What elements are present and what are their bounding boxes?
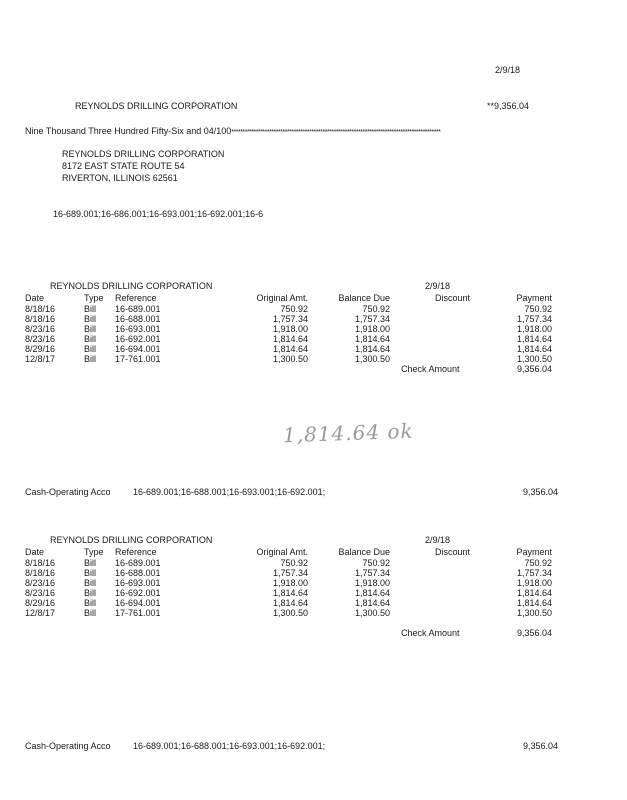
account-name: Cash-Operating Acco [25,487,111,497]
row-original-amt: 1,814.64 [272,344,308,354]
row-balance-due: 1,814.64 [354,588,390,598]
col-payment: Payment [516,547,552,557]
check-amount-value: 9,356.04 [516,628,552,638]
col-original-amt: Original Amt. [256,547,308,557]
account-amount: 9,356.04 [522,487,558,497]
row-reference: 16-694.001 [115,344,161,354]
table-row [0,609,627,620]
row-date: 8/23/16 [25,588,56,598]
row-original-amt: 1,918.00 [272,578,308,588]
row-balance-due: 750.92 [362,304,390,314]
row-payment: 750.92 [524,558,552,568]
row-balance-due: 1,300.50 [354,608,390,618]
row-type: Bill [84,588,97,598]
row-reference: 16-692.001 [115,334,161,344]
check-amount-label: Check Amount [401,628,460,638]
row-original-amt: 1,814.64 [272,598,308,608]
col-discount: Discount [434,293,470,303]
row-reference: 16-694.001 [115,598,161,608]
row-date: 8/23/16 [25,334,56,344]
row-type: Bill [84,558,97,568]
check-amount-row [0,365,627,376]
row-balance-due: 1,757.34 [354,314,390,324]
row-reference: 16-689.001 [115,304,161,314]
row-date: 8/18/16 [25,314,56,324]
row-balance-due: 1,814.64 [354,344,390,354]
row-payment: 1,918.00 [516,324,552,334]
address-line-1: REYNOLDS DRILLING CORPORATION [62,149,225,159]
row-date: 8/29/16 [25,598,56,608]
check-amount: **9,356.04 [487,101,530,111]
handwritten-note: 1,814.64 ok [282,418,414,448]
row-original-amt: 1,814.64 [272,334,308,344]
account-refs: 16-689.001;16-688.001;16-693.001;16-692.001; [133,741,326,751]
row-payment: 750.92 [524,304,552,314]
row-type: Bill [84,578,97,588]
amount-in-words: Nine Thousand Three Hundred Fifty-Six and 04/100 [25,127,232,136]
row-payment: 1,757.34 [516,314,552,324]
row-date: 8/23/16 [25,324,56,334]
row-original-amt: 1,300.50 [272,608,308,618]
row-balance-due: 750.92 [362,558,390,568]
row-date: 8/18/16 [25,304,56,314]
row-reference: 16-693.001 [115,578,161,588]
row-type: Bill [84,598,97,608]
row-payment: 1,300.50 [516,608,552,618]
row-balance-due: 1,918.00 [354,324,390,334]
col-type: Type [84,547,104,557]
stub-date: 2/9/18 [425,535,451,545]
row-balance-due: 1,757.34 [354,568,390,578]
row-reference: 16-688.001 [115,568,161,578]
row-type: Bill [84,608,97,618]
row-reference: 16-692.001 [115,588,161,598]
row-payment: 1,814.64 [516,588,552,598]
col-discount: Discount [434,547,470,557]
row-type: Bill [84,314,97,324]
row-payment: 1,814.64 [516,598,552,608]
stub-company: REYNOLDS DRILLING CORPORATION [50,281,213,291]
row-type: Bill [84,334,97,344]
row-payment: 1,814.64 [516,334,552,344]
row-type: Bill [84,324,97,334]
account-refs: 16-689.001;16-688.001;16-693.001;16-692.001; [133,487,326,497]
row-date: 8/18/16 [25,568,56,578]
amount-fill-stars: ********************************************************************************************** [231,129,441,136]
col-date: Date [25,547,45,557]
row-payment: 1,814.64 [516,344,552,354]
amount-in-words-line [25,127,595,136]
row-reference: 16-693.001 [115,324,161,334]
row-payment: 1,300.50 [516,354,552,364]
account-amount: 9,356.04 [522,741,558,751]
row-type: Bill [84,354,97,364]
check-date: 2/9/18 [495,65,521,75]
row-type: Bill [84,344,97,354]
col-reference: Reference [115,547,157,557]
row-date: 12/8/17 [25,354,56,364]
check-amount-row [0,629,627,640]
check-payee: REYNOLDS DRILLING CORPORATION [75,101,238,111]
row-original-amt: 1,814.64 [272,588,308,598]
stub-company: REYNOLDS DRILLING CORPORATION [50,535,213,545]
row-date: 8/23/16 [25,578,56,588]
col-date: Date [25,293,45,303]
row-original-amt: 750.92 [280,558,308,568]
col-balance-due: Balance Due [338,547,390,557]
row-original-amt: 1,757.34 [272,314,308,324]
check-amount-label: Check Amount [401,364,460,374]
row-date: 12/8/17 [25,608,56,618]
row-payment: 1,757.34 [516,568,552,578]
address-line-3: RIVERTON, ILLINOIS 62561 [62,173,178,183]
row-balance-due: 1,918.00 [354,578,390,588]
row-reference: 17-761.001 [115,354,161,364]
row-type: Bill [84,304,97,314]
row-balance-due: 1,814.64 [354,334,390,344]
row-original-amt: 1,300.50 [272,354,308,364]
row-reference: 16-688.001 [115,314,161,324]
row-payment: 1,918.00 [516,578,552,588]
check-memo: 16-689.001;16-686.001;16-693.001;16-692.001;16-6 [53,209,264,219]
col-balance-due: Balance Due [338,293,390,303]
row-balance-due: 1,300.50 [354,354,390,364]
row-original-amt: 750.92 [280,304,308,314]
row-reference: 17-761.001 [115,608,161,618]
col-original-amt: Original Amt. [256,293,308,303]
check-amount-value: 9,356.04 [516,364,552,374]
row-date: 8/29/16 [25,344,56,354]
col-type: Type [84,293,104,303]
row-type: Bill [84,568,97,578]
stub-date: 2/9/18 [425,281,451,291]
account-name: Cash-Operating Acco [25,741,111,751]
address-line-2: 8172 EAST STATE ROUTE 54 [62,161,185,171]
col-payment: Payment [516,293,552,303]
row-balance-due: 1,814.64 [354,598,390,608]
row-original-amt: 1,757.34 [272,568,308,578]
row-original-amt: 1,918.00 [272,324,308,334]
row-date: 8/18/16 [25,558,56,568]
col-reference: Reference [115,293,157,303]
row-reference: 16-689.001 [115,558,161,568]
